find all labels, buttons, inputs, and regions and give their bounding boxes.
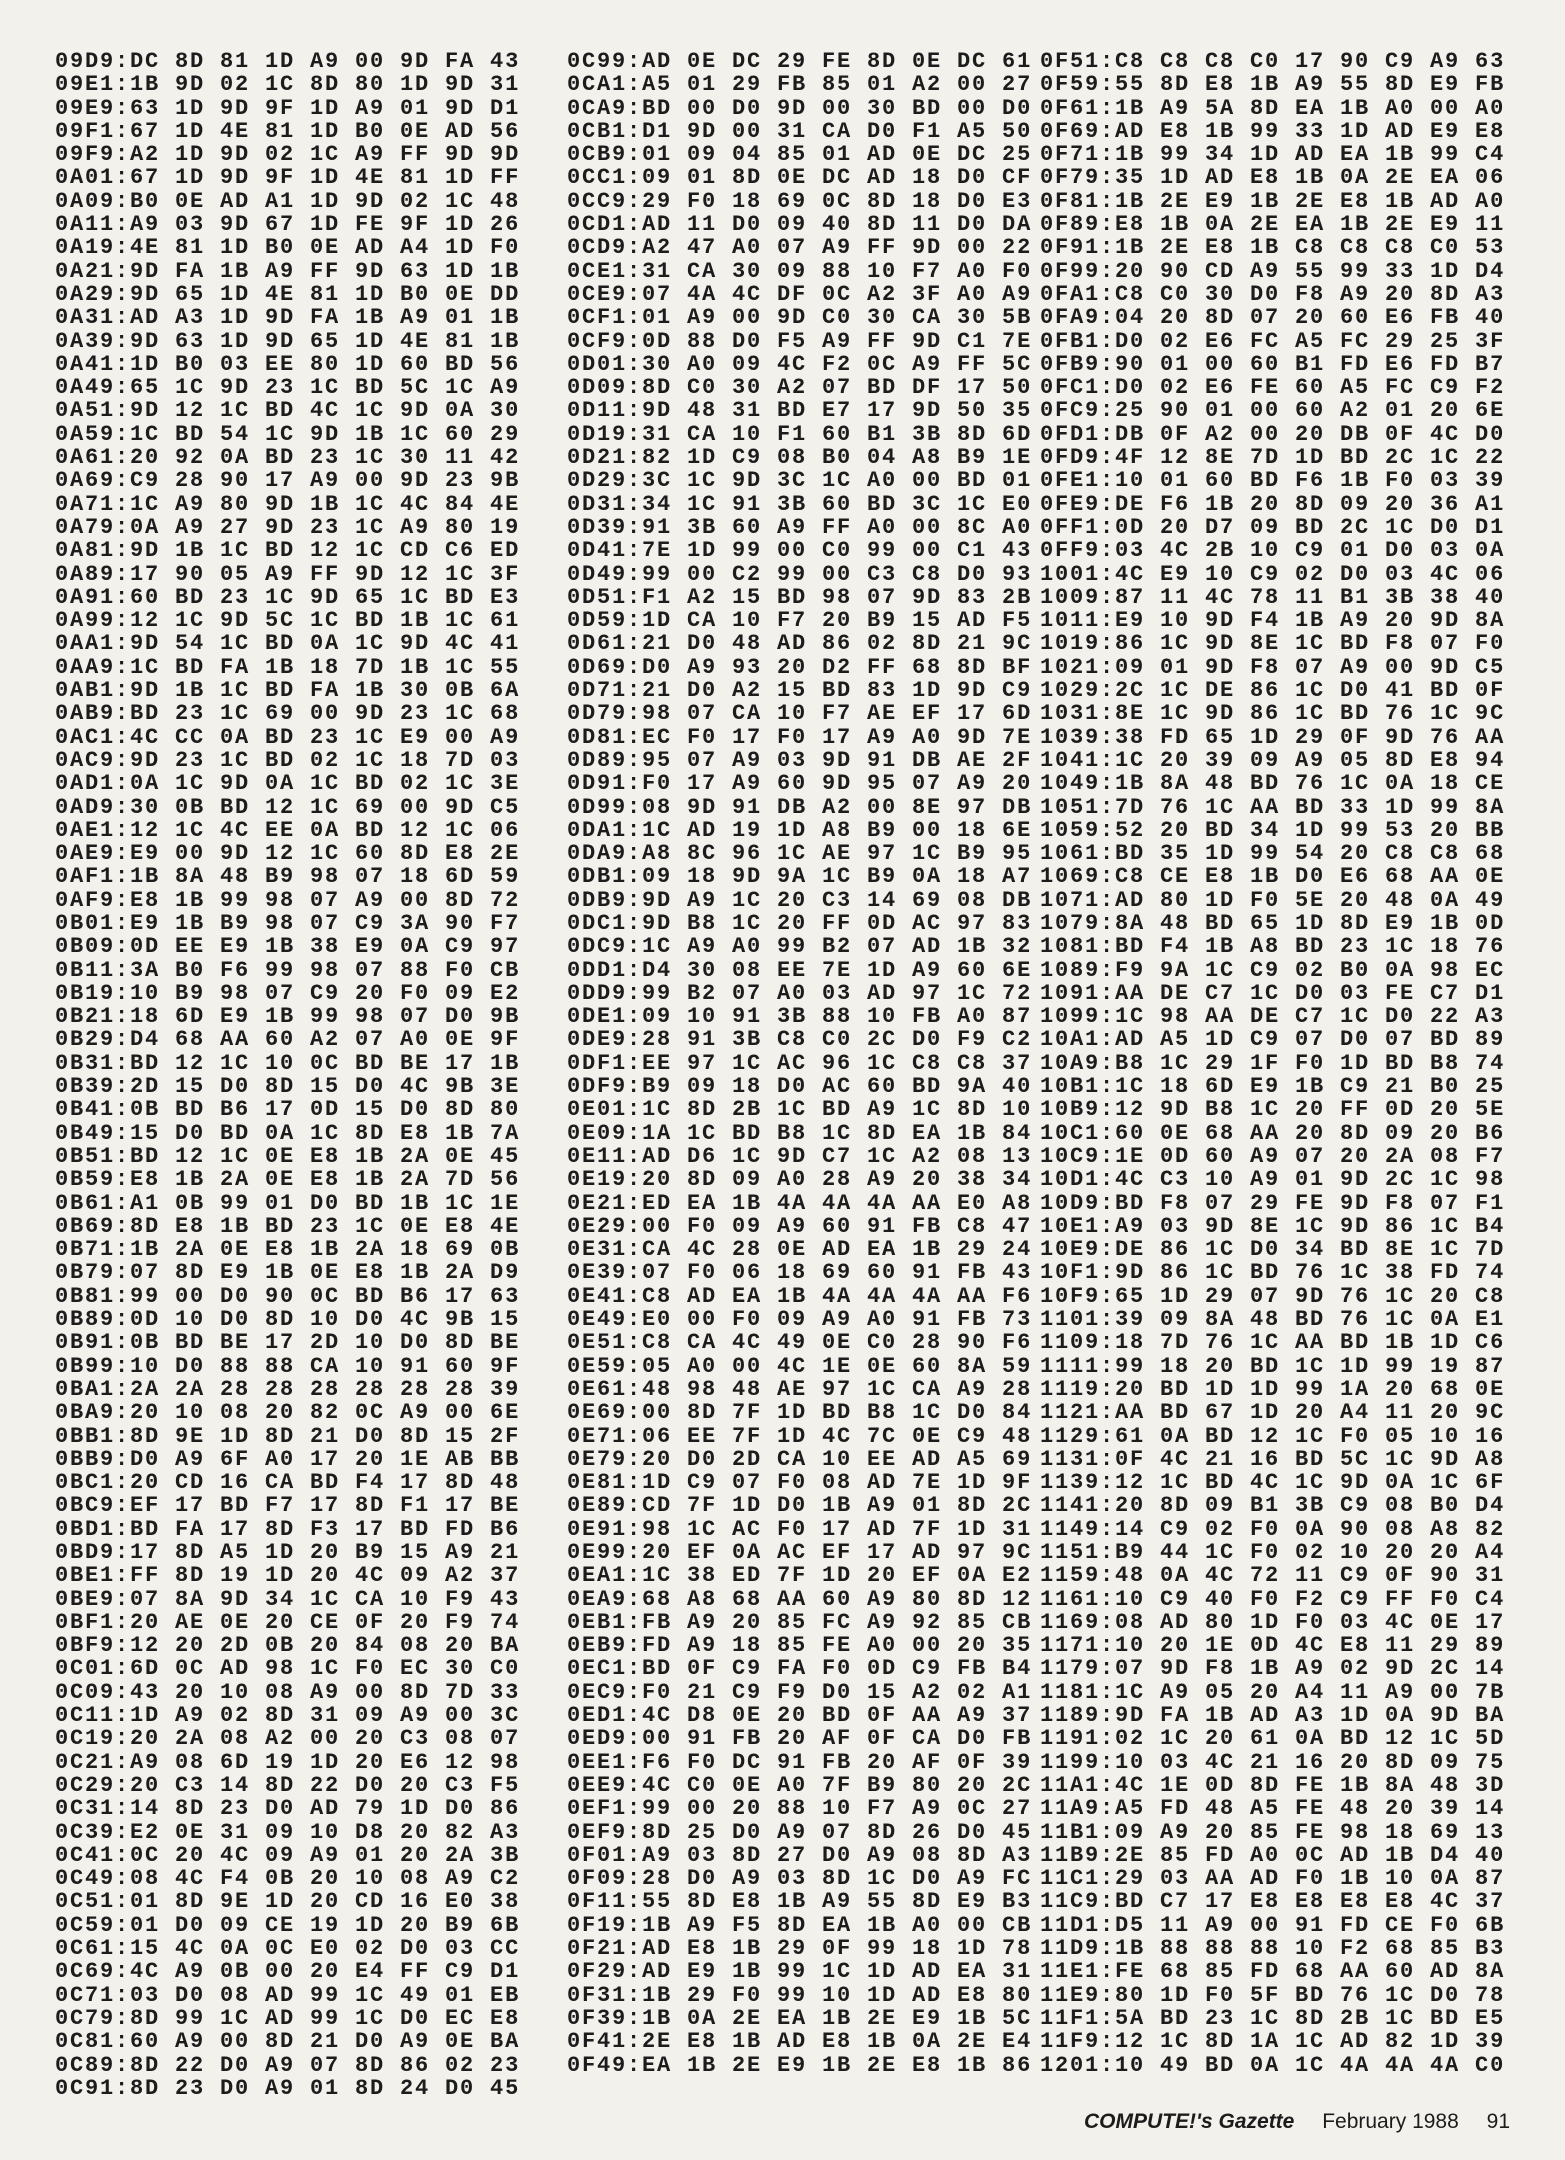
listing-line: 0FC1:D0 02 E6 FE 60 A5 FC C9 F2 [1040,375,1506,401]
listing-line: 0D99:08 9D 91 DB A2 00 8E 97 DB [567,794,1033,820]
listing-line: 1041:1C 20 39 09 A9 05 8D E8 94 [1040,747,1506,773]
listing-line: 0DB9:9D A9 1C 20 C3 14 69 08 DB [567,887,1033,913]
listing-line: 0C11:1D A9 02 8D 31 09 A9 00 3C [55,1703,521,1729]
listing-line: 0BC9:EF 17 BD F7 17 8D F1 17 BE [55,1493,521,1519]
listing-line: 11C1:29 03 AA AD F0 1B 10 0A 87 [1040,1866,1506,1892]
listing-line: 1099:1C 98 AA DE C7 1C D0 22 A3 [1040,1004,1506,1030]
listing-line: 1171:10 20 1E 0D 4C E8 11 29 89 [1040,1633,1506,1659]
listing-line: 0A01:67 1D 9D 9F 1D 4E 81 1D FF [55,165,521,191]
listing-line: 11E1:FE 68 85 FD 68 AA 60 AD 8A [1040,1959,1506,1985]
listing-line: 0EA9:68 A8 68 AA 60 A9 80 8D 12 [567,1586,1033,1612]
listing-line: 0CA1:A5 01 29 FB 85 01 A2 00 27 [567,72,1033,98]
listing-line: 0A89:17 90 05 A9 FF 9D 12 1C 3F [55,561,521,587]
listing-line: 0E19:20 8D 09 A0 28 A9 20 38 34 [567,1167,1033,1193]
listing-line: 0C99:AD 0E DC 29 FE 8D 0E DC 61 [567,49,1033,74]
listing-line: 0BC1:20 CD 16 CA BD F4 17 8D 48 [55,1470,521,1496]
listing-line: 11A9:A5 FD 48 A5 FE 48 20 39 14 [1040,1796,1506,1822]
issue-date: February 1988 [1322,2110,1459,2133]
listing-line: 0A11:A9 03 9D 67 1D FE 9F 1D 26 [55,212,521,238]
listing-line: 0B09:0D EE E9 1B 38 E9 0A C9 97 [55,934,521,960]
listing-line: 0AB9:BD 23 1C 69 00 9D 23 1C 68 [55,701,521,727]
listing-line: 0E29:00 F0 09 A9 60 91 FB C8 47 [567,1213,1033,1239]
listing-line: 1059:52 20 BD 34 1D 99 53 20 BB [1040,817,1506,843]
listing-line: 09D9:DC 8D 81 1D A9 00 9D FA 43 [55,49,521,74]
listing-line: 0AA9:1C BD FA 1B 18 7D 1B 1C 55 [55,654,521,680]
listing-line: 0F61:1B A9 5A 8D EA 1B A0 00 A0 [1040,95,1506,121]
listing-line: 10F1:9D 86 1C BD 76 1C 38 FD 74 [1040,1260,1506,1286]
listing-line: 0E61:48 98 48 AE 97 1C CA A9 28 [567,1376,1033,1402]
listing-line: 0AE9:E9 00 9D 12 1C 60 8D E8 2E [55,841,521,867]
listing-line: 0FC9:25 90 01 00 60 A2 01 20 6E [1040,398,1506,424]
listing-line: 0BD9:17 8D A5 1D 20 B9 15 A9 21 [55,1540,521,1565]
listing-line: 0CF9:0D 88 D0 F5 A9 FF 9D C1 7E [567,328,1033,354]
listing-line: 0D69:D0 A9 93 20 D2 FF 68 8D BF [567,654,1033,680]
listing-line: 0F41:2E E8 1B AD E8 1B 0A 2E E4 [567,2029,1033,2055]
listing-line: 0CB1:D1 9D 00 31 CA D0 F1 A5 50 [567,118,1033,144]
listing-line: 0C61:15 4C 0A 0C E0 02 D0 03 CC [55,1936,521,1962]
listing-line: 0F79:35 1D AD E8 1B 0A 2E EA 06 [1040,165,1506,191]
listing-line: 1201:10 49 BD 0A 1C 4A 4A 4A C0 [1040,2052,1506,2078]
listing-line: 0ED9:00 91 FB 20 AF 0F CA D0 FB [567,1726,1033,1752]
listing-line: 0DB1:09 18 9D 9A 1C B9 0A 18 A7 [567,864,1033,890]
listing-line: 10B1:1C 18 6D E9 1B C9 21 B0 25 [1040,1074,1506,1100]
listing-line: 0C31:14 8D 23 D0 AD 79 1D D0 86 [55,1796,521,1822]
listing-line: 0F09:28 D0 A9 03 8D 1C D0 A9 FC [567,1866,1033,1892]
listing-line: 0DF9:B9 09 18 D0 AC 60 BD 9A 40 [567,1074,1033,1100]
listing-line: 1111:99 18 20 BD 1C 1D 99 19 87 [1040,1353,1506,1379]
listing-line: 0F21:AD E8 1B 29 0F 99 18 1D 78 [567,1936,1033,1962]
listing-line: 0E79:20 D0 2D CA 10 EE AD A5 69 [567,1446,1033,1472]
listing-line: 0EF1:99 00 20 88 10 F7 A9 0C 27 [567,1796,1033,1822]
listing-line: 0B19:10 B9 98 07 C9 20 F0 09 E2 [55,980,521,1006]
listing-line: 1121:AA BD 67 1D 20 A4 11 20 9C [1040,1400,1506,1426]
listing-line: 0E81:1D C9 07 F0 08 AD 7E 1D 9F [567,1470,1033,1496]
listing-line: 0A29:9D 65 1D 4E 81 1D B0 0E DD [55,281,521,307]
listing-line: 0B61:A1 0B 99 01 D0 BD 1B 1C 1E [55,1190,521,1216]
listing-line: 1141:20 8D 09 B1 3B C9 08 B0 D4 [1040,1493,1506,1519]
listing-line: 1069:C8 CE E8 1B D0 E6 68 AA 0E [1040,864,1506,890]
listing-line: 0BB9:D0 A9 6F A0 17 20 1E AB BB [55,1446,521,1472]
listing-line: 0B11:3A B0 F6 99 98 07 88 F0 CB [55,957,521,983]
listing-line: 1101:39 09 8A 48 BD 76 1C 0A E1 [1040,1307,1506,1333]
listing-line: 0F31:1B 29 F0 99 10 1D AD E8 80 [567,1982,1033,2008]
listing-line: 0D21:82 1D C9 08 B0 04 A8 B9 1E [567,445,1033,471]
listing-line: 1179:07 9D F8 1B A9 02 9D 2C 14 [1040,1656,1506,1682]
listing-line: 1071:AD 80 1D F0 5E 20 48 0A 49 [1040,887,1506,913]
listing-line: 0B89:0D 10 D0 8D 10 D0 4C 9B 15 [55,1307,521,1333]
listing-line: 0BF9:12 20 2D 0B 20 84 08 20 BA [55,1633,521,1659]
page-number: 91 [1486,2110,1510,2133]
listing-line: 1151:B9 44 1C F0 02 10 20 20 A4 [1040,1540,1506,1565]
listing-line: 0BA1:2A 2A 28 28 28 28 28 28 39 [55,1376,521,1402]
listing-line: 0C21:A9 08 6D 19 1D 20 E6 12 98 [55,1749,521,1775]
listing-line: 0BB1:8D 9E 1D 8D 21 D0 8D 15 2F [55,1423,521,1449]
listing-line: 1089:F9 9A 1C C9 02 B0 0A 98 EC [1040,957,1506,983]
listing-line: 0BD1:BD FA 17 8D F3 17 BD FD B6 [55,1516,521,1542]
listing-line: 0E89:CD 7F 1D D0 1B A9 01 8D 2C [567,1493,1033,1519]
listing-line: 0F39:1B 0A 2E EA 1B 2E E9 1B 5C [567,2005,1033,2031]
listing-line: 0A71:1C A9 80 9D 1B 1C 4C 84 4E [55,491,521,517]
listing-line: 0DE9:28 91 3B C8 C0 2C D0 F9 C2 [567,1027,1033,1053]
listing-line: 11F1:5A BD 23 1C 8D 2B 1C BD E5 [1040,2005,1506,2031]
listing-line: 1189:9D FA 1B AD A3 1D 0A 9D BA [1040,1703,1506,1729]
listing-line: 0FA1:C8 C0 30 D0 F8 A9 20 8D A3 [1040,281,1506,307]
listing-line: 1169:08 AD 80 1D F0 03 4C 0E 17 [1040,1609,1506,1635]
listing-line: 0AC1:4C CC 0A BD 23 1C E9 00 A9 [55,724,521,750]
listing-line: 0B49:15 D0 BD 0A 1C 8D E8 1B 7A [55,1120,521,1146]
listing-line: 1079:8A 48 BD 65 1D 8D E9 1B 0D [1040,910,1506,936]
listing-line: 0CA9:BD 00 D0 9D 00 30 BD 00 D0 [567,95,1033,121]
listing-column-2 [567,50,1032,2077]
listing-line: 0EB1:FB A9 20 85 FC A9 92 85 CB [567,1609,1033,1635]
listing-line: 0AA1:9D 54 1C BD 0A 1C 9D 4C 41 [55,631,521,657]
listing-line: 0FF1:0D 20 D7 09 BD 2C 1C D0 D1 [1040,514,1506,540]
listing-line: 10A1:AD A5 1D C9 07 D0 07 BD 89 [1040,1027,1506,1053]
listing-line: 0B39:2D 15 D0 8D 15 D0 4C 9B 3E [55,1074,521,1100]
listing-line: 0A39:9D 63 1D 9D 65 1D 4E 81 1B [55,328,521,354]
listing-line: 0B51:BD 12 1C 0E E8 1B 2A 0E 45 [55,1143,521,1169]
listing-line: 0A21:9D FA 1B A9 FF 9D 63 1D 1B [55,258,521,284]
listing-line: 0CE1:31 CA 30 09 88 10 F7 A0 F0 [567,258,1033,284]
listing-line: 1009:87 11 4C 78 11 B1 3B 38 40 [1040,584,1506,610]
listing-line: 0DE1:09 10 91 3B 88 10 FB A0 87 [567,1004,1033,1030]
listing-line: 0D71:21 D0 A2 15 BD 83 1D 9D C9 [567,678,1033,704]
listing-line: 10C9:1E 0D 60 A9 07 20 2A 08 F7 [1040,1143,1506,1169]
listing-line: 11C9:BD C7 17 E8 E8 E8 E8 4C 37 [1040,1889,1506,1915]
listing-line: 0CB9:01 09 04 85 01 AD 0E DC 25 [567,142,1033,168]
listing-line: 0F91:1B 2E E8 1B C8 C8 C8 C0 53 [1040,235,1506,261]
listing-line: 09E9:63 1D 9D 9F 1D A9 01 9D D1 [55,95,521,121]
listing-line: 0EF9:8D 25 D0 A9 07 8D 26 D0 45 [567,1819,1033,1845]
listing-line: 0C79:8D 99 1C AD 99 1C D0 EC E8 [55,2005,521,2031]
listing-line: 0E69:00 8D 7F 1D BD B8 1C D0 84 [567,1400,1033,1426]
listing-line: 0A99:12 1C 9D 5C 1C BD 1B 1C 61 [55,608,521,634]
listing-line: 0AF9:E8 1B 99 98 07 A9 00 8D 72 [55,887,521,913]
listing-line: 0E31:CA 4C 28 0E AD EA 1B 29 24 [567,1237,1033,1263]
listing-line: 0EA1:1C 38 ED 7F 1D 20 EF 0A E2 [567,1563,1033,1589]
listing-line: 0D01:30 A0 09 4C F2 0C A9 FF 5C [567,351,1033,377]
listing-line: 1001:4C E9 10 C9 02 D0 03 4C 06 [1040,561,1506,587]
listing-line: 0D89:95 07 A9 03 9D 91 DB AE 2F [567,747,1033,773]
listing-line: 11D1:D5 11 A9 00 91 FD CE F0 6B [1040,1912,1506,1938]
listing-line: 11B9:2E 85 FD A0 0C AD 1B D4 40 [1040,1842,1506,1868]
listing-line: 0C91:8D 23 D0 A9 01 8D 24 D0 45 [55,2075,521,2101]
listing-line: 10D9:BD F8 07 29 FE 9D F8 07 F1 [1040,1190,1506,1216]
listing-line: 0E99:20 EF 0A AC EF 17 AD 97 9C [567,1540,1033,1565]
listing-line: 0D91:F0 17 A9 60 9D 95 07 A9 20 [567,771,1033,797]
listing-line: 0C89:8D 22 D0 A9 07 8D 86 02 23 [55,2052,521,2078]
listing-line: 1109:18 7D 76 1C AA BD 1B 1D C6 [1040,1330,1506,1356]
listing-line: 0E71:06 EE 7F 1D 4C 7C 0E C9 48 [567,1423,1033,1449]
listing-line: 0F51:C8 C8 C8 C0 17 90 C9 A9 63 [1040,49,1506,74]
listing-line: 0C59:01 D0 09 CE 19 1D 20 B9 6B [55,1912,521,1938]
listing-line: 0A31:AD A3 1D 9D FA 1B A9 01 1B [55,305,521,331]
listing-line: 0B91:0B BD BE 17 2D 10 D0 8D BE [55,1330,521,1356]
listing-line: 0BE9:07 8A 9D 34 1C CA 10 F9 43 [55,1586,521,1612]
listing-line: 0BA9:20 10 08 20 82 0C A9 00 6E [55,1400,521,1426]
listing-line: 0F49:EA 1B 2E E9 1B 2E E8 1B 86 [567,2052,1033,2078]
listing-line: 0D09:8D C0 30 A2 07 BD DF 17 50 [567,375,1033,401]
listing-line: 0A79:0A A9 27 9D 23 1C A9 80 19 [55,514,521,540]
listing-line: 0C41:0C 20 4C 09 A9 01 20 2A 3B [55,1842,521,1868]
listing-line: 0F89:E8 1B 0A 2E EA 1B 2E E9 11 [1040,212,1506,238]
listing-line: 0E41:C8 AD EA 1B 4A 4A 4A AA F6 [567,1283,1033,1309]
listing-line: 0B31:BD 12 1C 10 0C BD BE 17 1B [55,1050,521,1076]
listing-line: 0E09:1A 1C BD B8 1C 8D EA 1B 84 [567,1120,1033,1146]
listing-line: 1081:BD F4 1B A8 BD 23 1C 18 76 [1040,934,1506,960]
listing-line: 0A59:1C BD 54 1C 9D 1B 1C 60 29 [55,421,521,447]
listing-line: 0E21:ED EA 1B 4A 4A 4A AA E0 A8 [567,1190,1033,1216]
listing-line: 0D61:21 D0 48 AD 86 02 8D 21 9C [567,631,1033,657]
listing-line: 0AE1:12 1C 4C EE 0A BD 12 1C 06 [55,817,521,843]
listing-line: 0B59:E8 1B 2A 0E E8 1B 2A 7D 56 [55,1167,521,1193]
listing-line: 1191:02 1C 20 61 0A BD 12 1C 5D [1040,1726,1506,1752]
listing-line: 0FB1:D0 02 E6 FC A5 FC 29 25 3F [1040,328,1506,354]
listing-line: 0AB1:9D 1B 1C BD FA 1B 30 0B 6A [55,678,521,704]
listing-line: 0C29:20 C3 14 8D 22 D0 20 C3 F5 [55,1772,521,1798]
listing-line: 0F71:1B 99 34 1D AD EA 1B 99 C4 [1040,142,1506,168]
listing-line: 1181:1C A9 05 20 A4 11 A9 00 7B [1040,1679,1506,1705]
listing-line: 0EC9:F0 21 C9 F9 D0 15 A2 02 A1 [567,1679,1033,1705]
listing-line: 0D29:3C 1C 9D 3C 1C A0 00 BD 01 [567,468,1033,494]
listing-line: 0F01:A9 03 8D 27 D0 A9 08 8D A3 [567,1842,1033,1868]
listing-line: 0E01:1C 8D 2B 1C BD A9 1C 8D 10 [567,1097,1033,1123]
listing-line: 0AD9:30 0B BD 12 1C 69 00 9D C5 [55,794,521,820]
listing-line: 0C81:60 A9 00 8D 21 D0 A9 0E BA [55,2029,521,2055]
listing-line: 0A41:1D B0 03 EE 80 1D 60 BD 56 [55,351,521,377]
listing-line: 0CD1:AD 11 D0 09 40 8D 11 D0 DA [567,212,1033,238]
listing-line: 0B71:1B 2A 0E E8 1B 2A 18 69 0B [55,1237,521,1263]
listing-line: 0AF1:1B 8A 48 B9 98 07 18 6D 59 [55,864,521,890]
listing-line: 1031:8E 1C 9D 86 1C BD 76 1C 9C [1040,701,1506,727]
listing-line: 0DA1:1C AD 19 1D A8 B9 00 18 6E [567,817,1033,843]
listing-line: 11B1:09 A9 20 85 FE 98 18 69 13 [1040,1819,1506,1845]
listing-line: 0A19:4E 81 1D B0 0E AD A4 1D F0 [55,235,521,261]
listing-line: 1021:09 01 9D F8 07 A9 00 9D C5 [1040,654,1506,680]
listing-line: 0E51:C8 CA 4C 49 0E C0 28 90 F6 [567,1330,1033,1356]
listing-line: 0FE1:10 01 60 BD F6 1B F0 03 39 [1040,468,1506,494]
listing-line: 0AD1:0A 1C 9D 0A 1C BD 02 1C 3E [55,771,521,797]
listing-line: 09F1:67 1D 4E 81 1D B0 0E AD 56 [55,118,521,144]
listing-line: 0FD1:DB 0F A2 00 20 DB 0F 4C D0 [1040,421,1506,447]
listing-line: 0F99:20 90 CD A9 55 99 33 1D D4 [1040,258,1506,284]
listing-line: 11A1:4C 1E 0D 8D FE 1B 8A 48 3D [1040,1772,1506,1798]
listing-line: 0C39:E2 0E 31 09 10 D8 20 82 A3 [55,1819,521,1845]
listing-line: 0DA9:A8 8C 96 1C AE 97 1C B9 95 [567,841,1033,867]
listing-line: 1029:2C 1C DE 86 1C D0 41 BD 0F [1040,678,1506,704]
listing-line: 1039:38 FD 65 1D 29 0F 9D 76 AA [1040,724,1506,750]
listing-line: 0FB9:90 01 00 60 B1 FD E6 FD B7 [1040,351,1506,377]
listing-line: 0F11:55 8D E8 1B A9 55 8D E9 B3 [567,1889,1033,1915]
listing-line: 0FF9:03 4C 2B 10 C9 01 D0 03 0A [1040,538,1506,564]
listing-line: 0D59:1D CA 10 F7 20 B9 15 AD F5 [567,608,1033,634]
listing-line: 1061:BD 35 1D 99 54 20 C8 C8 68 [1040,841,1506,867]
listing-line: 0E11:AD D6 1C 9D C7 1C A2 08 13 [567,1143,1033,1169]
listing-line: 0AC9:9D 23 1C BD 02 1C 18 7D 03 [55,747,521,773]
listing-line: 1049:1B 8A 48 BD 76 1C 0A 18 CE [1040,771,1506,797]
listing-line: 0B79:07 8D E9 1B 0E E8 1B 2A D9 [55,1260,521,1286]
listing-line: 1091:AA DE C7 1C D0 03 FE C7 D1 [1040,980,1506,1006]
listing-line: 0A61:20 92 0A BD 23 1C 30 11 42 [55,445,521,471]
listing-line: 0A09:B0 0E AD A1 1D 9D 02 1C 48 [55,188,521,214]
listing-line: 1159:48 0A 4C 72 11 C9 0F 90 31 [1040,1563,1506,1589]
listing-line: 0DD9:99 B2 07 A0 03 AD 97 1C 72 [567,980,1033,1006]
magazine-name: COMPUTE!'s Gazette [1084,2110,1295,2133]
listing-line: 0D19:31 CA 10 F1 60 B1 3B 8D 6D [567,421,1033,447]
listing-line: 0EC1:BD 0F C9 FA F0 0D C9 FB B4 [567,1656,1033,1682]
listing-line: 1129:61 0A BD 12 1C F0 05 10 16 [1040,1423,1506,1449]
listing-line: 0A49:65 1C 9D 23 1C BD 5C 1C A9 [55,375,521,401]
listing-line: 0F29:AD E9 1B 99 1C 1D AD EA 31 [567,1959,1033,1985]
listing-line: 0A81:9D 1B 1C BD 12 1C CD C6 ED [55,538,521,564]
listing-line: 10E9:DE 86 1C D0 34 BD 8E 1C 7D [1040,1237,1506,1263]
listing-line: 0CE9:07 4A 4C DF 0C A2 3F A0 A9 [567,281,1033,307]
listing-line: 0C51:01 8D 9E 1D 20 CD 16 E0 38 [55,1889,521,1915]
listing-line: 0C71:03 D0 08 AD 99 1C 49 01 EB [55,1982,521,2008]
listing-line: 0B29:D4 68 AA 60 A2 07 A0 0E 9F [55,1027,521,1053]
listing-line: 0F69:AD E8 1B 99 33 1D AD E9 E8 [1040,118,1506,144]
listing-line: 0EE1:F6 F0 DC 91 FB 20 AF 0F 39 [567,1749,1033,1775]
listing-line: 1149:14 C9 02 F0 0A 90 08 A8 82 [1040,1516,1506,1542]
listing-line: 1199:10 03 4C 21 16 20 8D 09 75 [1040,1749,1506,1775]
listing-line: 11D9:1B 88 88 88 10 F2 68 85 B3 [1040,1936,1506,1962]
listing-line: 0BE1:FF 8D 19 1D 20 4C 09 A2 37 [55,1563,521,1589]
listing-line: 0CD9:A2 47 A0 07 A9 FF 9D 00 22 [567,235,1033,261]
page-footer [1084,2110,1510,2134]
listing-line: 0E91:98 1C AC F0 17 AD 7F 1D 31 [567,1516,1033,1542]
listing-line: 0B81:99 00 D0 90 0C BD B6 17 63 [55,1283,521,1309]
listing-line: 0D31:34 1C 91 3B 60 BD 3C 1C E0 [567,491,1033,517]
listing-line: 10F9:65 1D 29 07 9D 76 1C 20 C8 [1040,1283,1506,1309]
listing-line: 0A69:C9 28 90 17 A9 00 9D 23 9B [55,468,521,494]
listing-line: 0BF1:20 AE 0E 20 CE 0F 20 F9 74 [55,1609,521,1635]
listing-line: 0C09:43 20 10 08 A9 00 8D 7D 33 [55,1679,521,1705]
listing-line: 0D79:98 07 CA 10 F7 AE EF 17 6D [567,701,1033,727]
listing-line: 0D39:91 3B 60 A9 FF A0 00 8C A0 [567,514,1033,540]
listing-line: 11F9:12 1C 8D 1A 1C AD 82 1D 39 [1040,2029,1506,2055]
listing-line: 09E1:1B 9D 02 1C 8D 80 1D 9D 31 [55,72,521,98]
listing-line: 0DF1:EE 97 1C AC 96 1C C8 C8 37 [567,1050,1033,1076]
listing-line: 0D49:99 00 C2 99 00 C3 C8 D0 93 [567,561,1033,587]
listing-line: 0B21:18 6D E9 1B 99 98 07 D0 9B [55,1004,521,1030]
listing-line: 10C1:60 0E 68 AA 20 8D 09 20 B6 [1040,1120,1506,1146]
listing-line: 0CF1:01 A9 00 9D C0 30 CA 30 5B [567,305,1033,331]
listing-line: 0A91:60 BD 23 1C 9D 65 1C BD E3 [55,584,521,610]
listing-line: 0FA9:04 20 8D 07 20 60 E6 FB 40 [1040,305,1506,331]
listing-line: 0C19:20 2A 08 A2 00 20 C3 08 07 [55,1726,521,1752]
listing-line: 1119:20 BD 1D 1D 99 1A 20 68 0E [1040,1376,1506,1402]
listing-line: 0FD9:4F 12 8E 7D 1D BD 2C 1C 22 [1040,445,1506,471]
listing-line: 0DD1:D4 30 08 EE 7E 1D A9 60 6E [567,957,1033,983]
listing-line: 0D51:F1 A2 15 BD 98 07 9D 83 2B [567,584,1033,610]
listing-line: 0CC9:29 F0 18 69 0C 8D 18 D0 E3 [567,188,1033,214]
listing-line: 0DC9:1C A9 A0 99 B2 07 AD 1B 32 [567,934,1033,960]
listing-line: 0CC1:09 01 8D 0E DC AD 18 D0 CF [567,165,1033,191]
listing-line: 0C69:4C A9 0B 00 20 E4 FF C9 D1 [55,1959,521,1985]
listing-line: 09F9:A2 1D 9D 02 1C A9 FF 9D 9D [55,142,521,168]
listing-line: 0D41:7E 1D 99 00 C0 99 00 C1 43 [567,538,1033,564]
listing-line: 0E59:05 A0 00 4C 1E 0E 60 8A 59 [567,1353,1033,1379]
listing-line: 1051:7D 76 1C AA BD 33 1D 99 8A [1040,794,1506,820]
listing-line: 10E1:A9 03 9D 8E 1C 9D 86 1C B4 [1040,1213,1506,1239]
listing-line: 0C49:08 4C F4 0B 20 10 08 A9 C2 [55,1866,521,1892]
listing-line: 0C01:6D 0C AD 98 1C F0 EC 30 C0 [55,1656,521,1682]
listing-line: 0B99:10 D0 88 88 CA 10 91 60 9F [55,1353,521,1379]
listing-line: 1019:86 1C 9D 8E 1C BD F8 07 F0 [1040,631,1506,657]
listing-line: 0EB9:FD A9 18 85 FE A0 00 20 35 [567,1633,1033,1659]
listing-line: 0E49:E0 00 F0 09 A9 A0 91 FB 73 [567,1307,1033,1333]
listing-line: 0B01:E9 1B B9 98 07 C9 3A 90 F7 [55,910,521,936]
listing-line: 1161:10 C9 40 F0 F2 C9 FF F0 C4 [1040,1586,1506,1612]
listing-line: 10B9:12 9D B8 1C 20 FF 0D 20 5E [1040,1097,1506,1123]
listing-line: 0ED1:4C D8 0E 20 BD 0F AA A9 37 [567,1703,1033,1729]
listing-line: 0DC1:9D B8 1C 20 FF 0D AC 97 83 [567,910,1033,936]
listing-line: 1139:12 1C BD 4C 1C 9D 0A 1C 6F [1040,1470,1506,1496]
listing-line: 1011:E9 10 9D F4 1B A9 20 9D 8A [1040,608,1506,634]
listing-line: 11E9:80 1D F0 5F BD 76 1C D0 78 [1040,1982,1506,2008]
listing-line: 10A9:B8 1C 29 1F F0 1D BD B8 74 [1040,1050,1506,1076]
listing-line: 10D1:4C C3 10 A9 01 9D 2C 1C 98 [1040,1167,1506,1193]
listing-line: 0F19:1B A9 F5 8D EA 1B A0 00 CB [567,1912,1033,1938]
listing-line: 0D11:9D 48 31 BD E7 17 9D 50 35 [567,398,1033,424]
listing-column-1 [55,50,520,2100]
listing-line: 0B69:8D E8 1B BD 23 1C 0E E8 4E [55,1213,521,1239]
listing-line: 0F59:55 8D E8 1B A9 55 8D E9 FB [1040,72,1506,98]
listing-line: 0FE9:DE F6 1B 20 8D 09 20 36 A1 [1040,491,1506,517]
listing-line: 0A51:9D 12 1C BD 4C 1C 9D 0A 30 [55,398,521,424]
listing-line: 0F81:1B 2E E9 1B 2E E8 1B AD A0 [1040,188,1506,214]
listing-line: 1131:0F 4C 21 16 BD 5C 1C 9D A8 [1040,1446,1506,1472]
listing-line: 0B41:0B BD B6 17 0D 15 D0 8D 80 [55,1097,521,1123]
listing-line: 0D81:EC F0 17 F0 17 A9 A0 9D 7E [567,724,1033,750]
listing-column-3 [1040,50,1505,2077]
listing-line: 0E39:07 F0 06 18 69 60 91 FB 43 [567,1260,1033,1286]
listing-line: 0EE9:4C C0 0E A0 7F B9 80 20 2C [567,1772,1033,1798]
